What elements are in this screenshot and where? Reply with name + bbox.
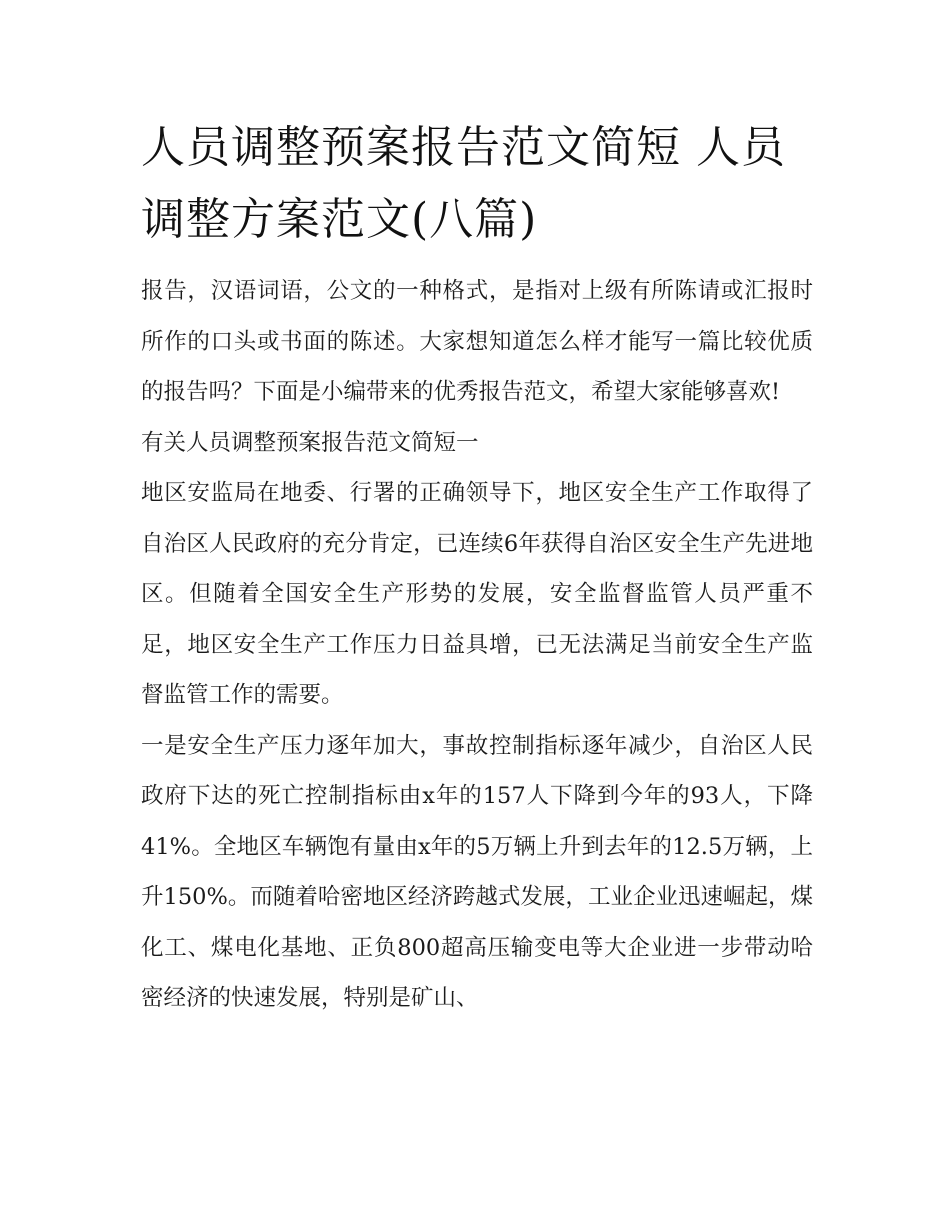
body-paragraph: 地区安监局在地委、行署的正确领导下，地区安全生产工作取得了自治区人民政府的充分肯定，已连续6年获得自治区安全生产先进地区。但随着全国安全生产形势的发展，安全监督监管人员严重不足，地区安全生产工作压力日益具增，已无法满足当前安全生产监督监管工作的需要。 <box>141 480 813 708</box>
intro-paragraph: 报告，汉语词语，公文的一种格式，是指对上级有所陈请或汇报时所作的口头或书面的陈述。大家想知道怎么样才能写一篇比较优质的报告吗？下面是小编带来的优秀报告范文，希望大家能够喜欢! <box>141 278 813 405</box>
body-paragraph: 一是安全生产压力逐年加大，事故控制指标逐年减少，自治区人民政府下达的死亡控制指标由x年的157人下降到今年的93人，下降41%。全地区车辆饱有量由x年的5万辆上升到去年的12.5万辆，上升150%。而随着哈密地区经济跨越式发展，工业企业迅速崛起，煤化工、煤电化基地、正负800超高压输变电等大企业进一步带动哈密经济的快速发展，特别是矿山、 <box>141 732 813 1011</box>
document-title: 人员调整预案报告范文简短 人员调整方案范文(八篇) <box>141 122 786 245</box>
section-heading: 有关人员调整预案报告范文简短一 <box>141 429 479 456</box>
document-body <box>141 266 813 1024</box>
document-page <box>141 112 813 1024</box>
